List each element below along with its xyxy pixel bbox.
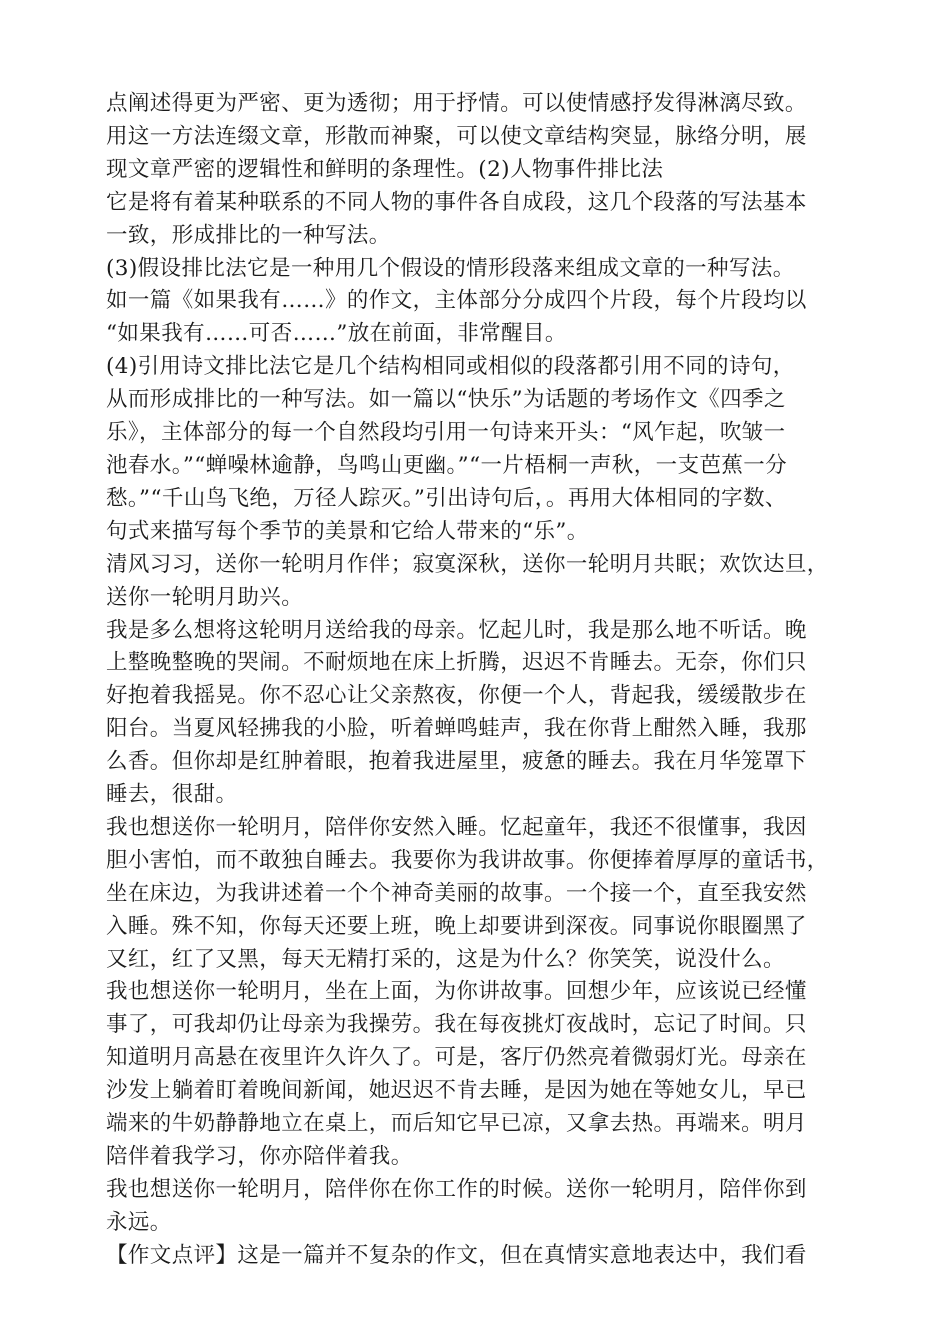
text-line: 点阐述得更为严密、更为透彻；用于抒情。可以使情感抒发得淋漓尽致。 [106,91,807,116]
text-line: 我也想送你一轮明月，陪伴你在你工作的时候。送你一轮明月，陪伴你到 [106,1176,807,1202]
text-line: 乐》，主体部分的每一个自然段均引用一句诗来开头：“风乍起，吹皱一 [106,420,786,446]
text-line: 睡去，很甜。 [106,782,238,808]
text-line: 用这一方法连缀文章，形散而神聚，可以使文章结构突显，脉络分明，展 [106,123,807,149]
text-line: 我也想送你一轮明月，陪伴你安然入睡。忆起童年，我还不很懂事，我因 [106,814,807,840]
text-line: 入睡。殊不知，你每天还要上班，晚上却要讲到深夜。同事说你眼圈黑了 [106,913,807,939]
text-line: 我也想送你一轮明月，坐在上面，为你讲故事。回想少年，应该说已经懂 [106,979,807,1005]
text-line: (3)假设排比法它是一种用几个假设的情形段落来组成文章的一种写法。 [106,255,795,281]
text-line: 现文章严密的逻辑性和鲜明的条理性。(2)人物事件排比法 [106,156,664,182]
text-line: 事了，可我却仍让母亲为我操劳。我在每夜挑灯夜战时，忘记了时间。只 [106,1012,807,1038]
text-line: 如一篇《如果我有……》的作文，主体部分分成四个片段，每个片段均以 [106,288,807,314]
text-line: “如果我有……可否……”放在前面，非常醒目。 [106,321,567,347]
text-line: 清风习习，送你一轮明月作伴；寂寞深秋，送你一轮明月共眠；欢饮达旦， [106,551,829,577]
text-line: 么香。但你却是红肿着眼，抱着我进屋里，疲惫的睡去。我在月华笼罩下 [106,749,807,775]
text-line: 胆小害怕，而不敢独自睡去。我要你为我讲故事。你便捧着厚厚的童话书， [106,847,829,873]
text-line: 池春水。”“蝉噪林逾静，鸟鸣山更幽。”“一片梧桐一声秋，一支芭蕉一分 [106,452,788,478]
text-line: 上整晚整晚的哭闹。不耐烦地在床上折腾，迟迟不肯睡去。无奈，你们只 [106,650,807,676]
text-line: 端来的牛奶静静地立在桌上，而后知它早已凉，又拿去热。再端来。明月 [106,1111,807,1137]
text-line: 坐在床边，为我讲述着一个个神奇美丽的故事。一个接一个，直至我安然 [106,880,807,906]
text-line: 好抱着我摇晃。你不忍心让父亲熬夜，你便一个人，背起我，缓缓散步在 [106,683,807,709]
text-line: 愁。”“千山鸟飞绝，万径人踪灭。”引出诗句后，。再用大体相同的字数、 [106,485,787,511]
text-line: 永远。 [106,1209,172,1235]
body-text [106,88,866,1273]
text-line: 【作文点评】这是一篇并不复杂的作文，但在真情实意地表达中，我们看 [106,1242,807,1268]
text-line: 我是多么想将这轮明月送给我的母亲。忆起儿时，我是那么地不听话。晚 [106,617,807,643]
text-line: 它是将有着某种联系的不同人物的事件各自成段，这几个段落的写法基本 [106,189,807,215]
text-line: 沙发上躺着盯着晚间新闻，她迟迟不肯去睡，是因为她在等她女儿，早已 [106,1078,807,1104]
text-line: 陪伴着我学习，你亦陪伴着我。 [106,1144,413,1169]
text-line: 阳台。当夏风轻拂我的小脸，听着蝉鸣蛙声，我在你背上酣然入睡，我那 [106,716,807,742]
text-line: 句式来描写每个季节的美景和它给人带来的“乐”。 [106,518,589,544]
text-line: 又红，红了又黑，每天无精打采的，这是为什么？你笑笑，说没什么。 [106,946,785,972]
text-line: 送你一轮明月助兴。 [106,584,304,610]
text-line: 从而形成排比的一种写法。如一篇以“快乐”为话题的考场作文《四季之 [106,387,786,413]
text-line: 一致，形成排比的一种写法。 [106,222,391,248]
text-line: (4)引用诗文排比法它是几个结构相同或相似的段落都引用不同的诗句， [106,354,795,380]
text-line: 知道明月高悬在夜里许久许久了。可是，客厅仍然亮着微弱灯光。母亲在 [106,1045,807,1071]
